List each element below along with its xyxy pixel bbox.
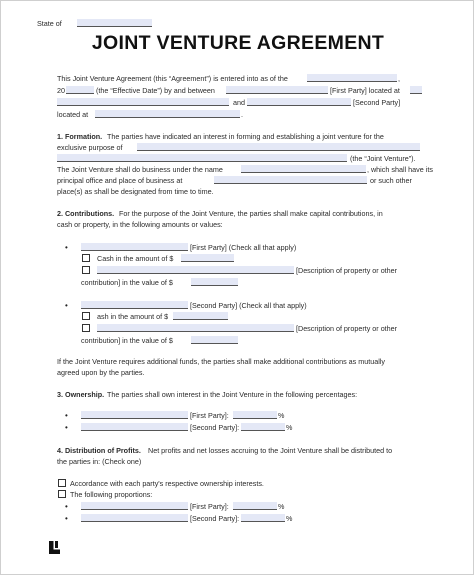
second-party-property-field[interactable] [97,324,294,332]
contributions-line-1: For the purpose of the Joint Venture, the parties shall make capital contributions, in [119,209,383,218]
purpose-field[interactable] [137,143,420,151]
intro-line-1: This Joint Venture Agreement (this “Agreement”) is entered into as of the [57,74,288,83]
ownership-accordance-checkbox[interactable] [58,479,66,487]
legal-templates-logo-icon [49,541,62,554]
distribution-line-1: Net profits and net losses accruing to the Joint Venture shall be distributed to [148,446,393,455]
formation-line-3: The Joint Venture shall do business under the name [57,165,223,174]
first-party-cash-label: Cash in the amount of $ [97,254,174,263]
second-party-text: [Second Party] [353,98,401,107]
second-party-value-label: contribution] in the value of $ [81,336,173,345]
distribution-first-party-percent-field[interactable] [233,502,277,510]
first-party-check-label: [First Party] (Check all that apply) [190,243,297,252]
first-party-property-checkbox[interactable] [82,266,90,274]
formation-line-2: exclusive purpose of [57,143,123,152]
second-party-address-field[interactable] [95,110,240,118]
contributions-heading: 2. Contributions. [57,209,115,218]
ownership-first-party-label: [First Party]: [190,411,229,420]
distribution-second-party-field[interactable] [81,514,188,522]
ownership-first-percent-sign: % [278,411,285,420]
first-party-address-field-2[interactable] [57,98,229,106]
year-prefix: 20 [57,86,65,95]
bullet-icon: • [65,423,68,432]
second-party-property-checkbox[interactable] [82,324,90,332]
second-party-cash-field[interactable] [173,312,228,320]
bullet-icon: • [65,514,68,523]
second-party-cash-checkbox[interactable] [82,312,90,320]
distribution-option-1: Accordance with each party's respective ownership interests. [70,479,264,488]
formation-line-3-end: , which shall have its [367,165,433,174]
second-party-desc-label: [Description of property or other [296,324,398,333]
distribution-second-percent-sign: % [286,514,293,523]
first-party-desc-label: [Description of property or other [296,266,398,275]
first-party-cash-field[interactable] [181,254,234,262]
first-party-located-text: [First Party] located at [330,86,400,95]
page-title: JOINT VENTURE AGREEMENT [91,32,385,54]
bullet-icon: • [65,243,68,252]
distribution-second-party-percent-field[interactable] [241,514,285,522]
distribution-first-party-field[interactable] [81,502,188,510]
formation-heading: 1. Formation. [57,132,103,141]
first-party-property-field[interactable] [97,266,294,274]
intro-period: . [241,110,243,119]
distribution-first-party-label: [First Party]: [190,502,229,511]
year-field[interactable] [66,86,94,94]
distribution-first-percent-sign: % [278,502,285,511]
first-party-value-field[interactable] [191,278,238,286]
located-at-text: located at [57,110,89,119]
bullet-icon: • [65,411,68,420]
additional-funds-line-2: agreed upon by the parties. [57,368,145,377]
second-party-name-field[interactable] [247,98,351,106]
agreement-date-field[interactable] [307,74,397,82]
first-party-address-field[interactable] [410,86,422,94]
first-party-name-field[interactable] [226,86,328,94]
ownership-second-party-label: [Second Party]: [190,423,240,432]
purpose-field-2[interactable] [57,154,347,162]
second-party-check-label: [Second Party] (Check all that apply) [190,301,307,310]
state-field[interactable] [77,19,152,27]
proportions-checkbox[interactable] [58,490,66,498]
business-name-field[interactable] [241,165,366,173]
bullet-icon: • [65,301,68,310]
ownership-second-party-field[interactable] [81,423,188,431]
additional-funds-line-1: If the Joint Venture requires additional funds, the parties shall make additional contributions as mutually [57,357,386,366]
distribution-line-2: the parties in: (Check one) [57,457,142,466]
second-party-value-field[interactable] [191,336,238,344]
first-party-cash-checkbox[interactable] [82,254,90,262]
ownership-heading: 3. Ownership. [57,390,105,399]
intro-comma: , [398,74,400,83]
distribution-option-2: The following proportions: [70,490,153,499]
ownership-second-percent-sign: % [286,423,293,432]
distribution-heading: 4. Distribution of Profits. [57,446,141,455]
effective-date-text: (the “Effective Date”) by and between [96,86,215,95]
state-label: State of [37,19,62,28]
second-party-cash-label: ash in the amount of $ [97,312,169,321]
ownership-line-1: The parties shall own interest in the Joint Venture in the following percentages: [107,390,358,399]
bullet-icon: • [65,502,68,511]
first-party-value-label: contribution] in the value of $ [81,278,173,287]
formation-line-4: principal office and place of business at [57,176,183,185]
first-party-contrib-name-field[interactable] [81,243,188,251]
formation-line-4-end: or such other [370,176,412,185]
formation-line-1: The parties have indicated an interest in forming and establishing a joint venture for the [107,132,384,141]
distribution-second-party-label: [Second Party]: [190,514,240,523]
joint-venture-suffix: (the “Joint Venture”). [350,154,416,163]
ownership-first-party-percent-field[interactable] [233,411,277,419]
ownership-first-party-field[interactable] [81,411,188,419]
formation-line-5: place(s) as shall be designated from time to time. [57,187,214,196]
contributions-line-2: cash or property, in the following amounts or values: [57,220,223,229]
and-text: and [233,98,245,107]
principal-office-field[interactable] [214,176,367,184]
second-party-contrib-name-field[interactable] [81,301,188,309]
ownership-second-party-percent-field[interactable] [241,423,285,431]
